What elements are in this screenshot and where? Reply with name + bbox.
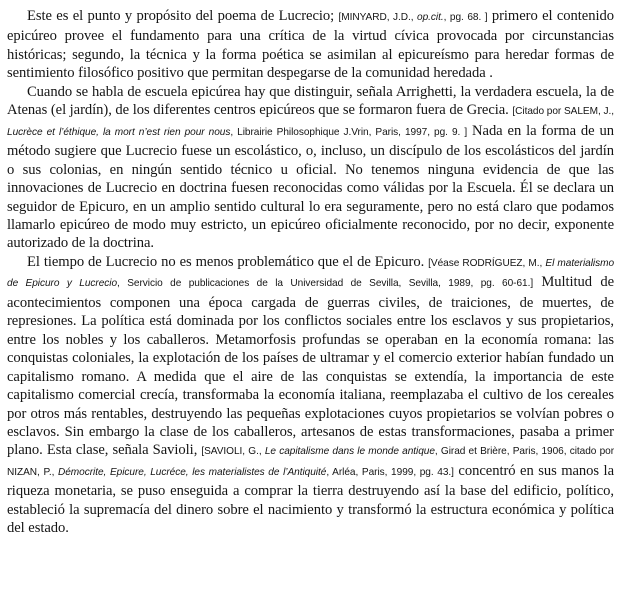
text-segment: Multitud de acontecimientos componen una época cargada de guerras civiles, de traiciones, de muertes, de represiones. La política está dominada por los conflictos sociales entre los esclavos y sus propietarios, entre los nobles y los caballeros. Metamorfosis profundas se operaban en la economía romana: las conquistas coloniales, la explotación de los países de ultramar y el comercio exterior habían fundado un capitalismo romano. A medida que el aire de las conquistas se extendía, la importancia de este capitalismo comercial crecía, transformaba la economía italiana, reemplazaba el cultivo de los cereales por otros más rentables, destruyendo las pequeñas explotaciones cuyos propietarios se volvían pobres o esclavos. Sin embargo la clase de los caballeros, artesanos de estas transformaciones, pasaba a primer plano. Esta clase, señala Savioli,: [7, 274, 614, 459]
text-segment: primero el contenido epicúreo provee el fundamento para una crítica de la virtud cívica provocada por circunstancias históricas; segundo, la técnica y la forma poética se asimilan al epicureísmo para heredar formas de sentimiento filosófico positivo que permitan despegarse de la comunidad heredada .: [7, 8, 614, 82]
text-segment: Nada en la forma de un método sugiere que Lucrecio fuese un escolástico, o, incluso, un discípulo de los escolásticos del jardín o sus colonias, en ningún sentido técnico u oficial. No tenemos ninguna evidencia de que las innovaciones de Lucrecio en doctrina fuesen reconocidas como válidas por la Escuela. Él se declara un seguidor de Epicuro, en un amplio sentido cultural lo era seguramente, pero no está claro que podamos llamarlo epicúreo de modo muy estricto, un epicúreo oficialmente reconocido, por no decir, exponente autorizado de la doctrina.: [7, 122, 614, 252]
citation: , pg. 68. ]: [443, 12, 488, 23]
citation: [Véase RODRÍGUEZ, M.,: [428, 257, 546, 269]
citation: , Girad et Brière, Paris, 1906, citado por NIZAN, P.,: [7, 446, 615, 478]
citation-title: op.cit.: [417, 12, 444, 23]
citation: , Servicio de publicaciones de la Universidad de Sevilla, Sevilla, 1989, pg. 60-61.]: [117, 278, 534, 290]
text-segment: Este es el punto y propósito del poema de Lucrecio;: [27, 8, 339, 24]
text-segment: concentró en sus manos la riqueza monetaria, se puso enseguida a comprar la tierra destruyendo así la base del edificio, político, estableció la supremacía del dinero sobre el nacimiento y transformó la estructura económica y política del estado.: [7, 462, 614, 537]
paragraph-2: [7, 83, 614, 253]
citation-title: El materialismo de Epicuro y Lucrecio: [7, 257, 615, 290]
text-segment: El tiempo de Lucrecio no es menos problemático que el de Epicuro.: [27, 253, 429, 270]
paragraph-3: [7, 253, 614, 538]
paragraph-1: [7, 7, 614, 83]
citation: [SAVIOLI, G.,: [201, 446, 265, 458]
citation: [Citado por SALEM, J.,: [512, 106, 614, 118]
citation: , Librairie Philosophique J.Vrin, Paris, 1997, pg. 9. ]: [230, 126, 468, 138]
text-segment: Cuando se habla de escuela epicúrea hay que distinguir, señala Arrighetti, la verdadera escuela, la de Atenas (el jardín), de los diferentes centros epicúreos que se formaron fuera de Grecia.: [7, 83, 614, 119]
citation: , Arléa, Paris, 1999, pg. 43.]: [326, 466, 454, 478]
citation: [MINYARD, J.D.,: [338, 12, 418, 23]
citation-title: Lucrèce et l’éthique, la mort n’est rien pour nous: [7, 126, 231, 138]
citation-title: Démocrite, Epicure, Lucréce, les materialistes de l’Antiquité: [58, 466, 327, 478]
citation-title: Le capitalisme dans le monde antique: [264, 446, 435, 458]
